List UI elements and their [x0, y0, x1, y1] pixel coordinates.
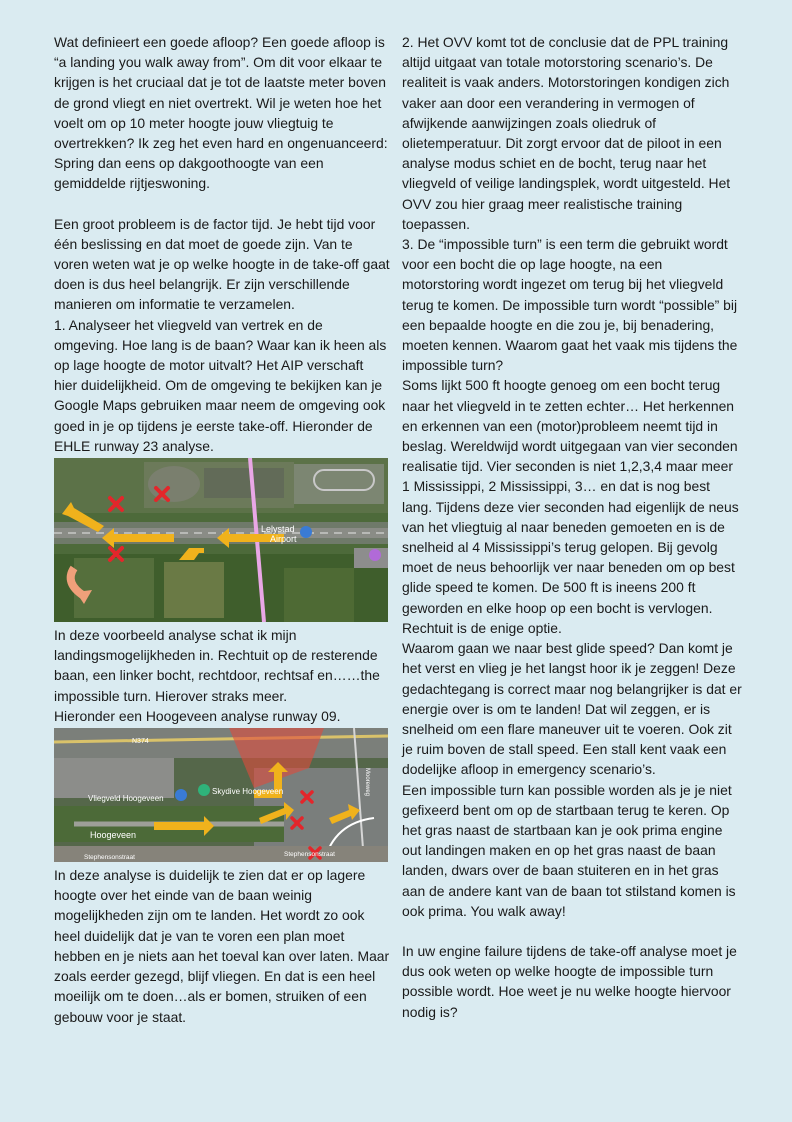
paragraph: Wat definieert een goede afloop? Een goede afloop is “a landing you walk away from”. Om dit voor elkaar te krijgen is het cruciaal dat je tot de laatste meter boven de grond vliegt en niet overtrekt. Wil je weten hoe het voelt om op 10 meter hoogte jouw vliegtuig te overtrekken? Ik zeg het even hard en ongenuanceerd: Spring dan eens op dakgoothoogte van een gemiddelde rijtjeswoning. — [54, 34, 388, 192]
street-label: Stephensonstraat — [284, 851, 335, 859]
paragraph: In uw engine failure tijdens de take-off analyse moet je dus ook weten op welke hoogte de impossible turn possible wordt. Hoe weet je nu welke hoogte hiervoor nodig is? — [402, 942, 737, 1020]
paragraph: 2. Het OVV komt tot de conclusie dat de PPL training altijd uitgaat van totale motorstoring scenario’s. De realiteit is vaak anders. Motorstoringen kondigen zich vaker aan door een verandering in vermogen of afwijkende aanwijzingen zoals oliedruk of olietemperatuur. Dit zorgt ervoor dat de piloot in een analyse modus schiet en de bocht, terug naar het vliegveld of veilige landingsplek, wordt uitgesteld. Het OVV zou hier graag meer realistische training toepassen. — [402, 34, 731, 232]
map-ehle-runway-23 — [54, 458, 388, 622]
street-label: Stephensonstraat — [84, 854, 135, 862]
side-road-label: Mooreweg — [364, 768, 370, 797]
paragraph: Een impossible turn kan possible worden als je je niet gefixeerd bent om op de startbaan terug te keren. Op het gras naast de startbaan kan je ook prima engine out landingen maken en op het gras naast de baan landen, dwars over de baan stuiteren en in het gras aan de andere kant van de baan tot stilstand komen is ook prima. You walk away! — [402, 781, 736, 919]
paragraph: 3. De “impossible turn” is een term die gebruikt wordt voor een bocht die op lage hoogte, na een motorstoring wordt ingezet om terug bij het vliegveld terug te komen. De impossible turn wordt “possible” bij een bepaalde hoogte en die zou je, bij benadering, moeten kennen. Waarom gaat het vaak mis tijdens the impossible turn? — [402, 236, 738, 374]
paragraph: In deze analyse is duidelijk te zien dat er op lagere hoogte over het einde van de baan weinig mogelijkheden zijn om te landen. Het wordt zo ook heel duidelijk dat je van te voren een plan moet hebben en je niets aan het toeval kan over laten. Maar zoals eerder gezegd, blijf vliegen. En dat is een heel moeilijk om te doen…als er bomen, struiken of een gebouw voor je staat. — [54, 867, 390, 1025]
paragraph: Waarom gaan we naar best glide speed? Dan komt je het verst en vlieg je het langst hoor ik je zeggen! Deze gedachtegang is correct maar nog belangrijker is dat er energie over is om te landen! Dat wil zeggen, er is snelheid om een flare maneuver uit te voeren. Ook zit je ruim boven de stall speed. Een stall kent vaak een dodelijke afloop in emergency scenario’s. — [402, 640, 742, 778]
map-label: Airport — [270, 534, 297, 545]
map-hoogeveen-runway-09 — [54, 728, 388, 862]
paragraph: Hieronder een Hoogeveen analyse runway 09. — [54, 707, 341, 724]
paragraph: Een groot probleem is de factor tijd. Je hebt tijd voor één beslissing en dat moet de goede zijn. Van te voren weten wat je op welke hoogte in de take-off gaat doen is dus heel belangrijk. Er zijn verschillende manieren om informatie te verzamelen. — [54, 215, 390, 313]
paragraph: Soms lijkt 500 ft hoogte genoeg om een bocht terug naar het vliegveld in te zetten echter… Het herkennen en erkennen van een (motor)probleem neemt tijd in beslag. Wereldwijd wordt uitgegaan van vier seconden realisatie tijd. Vier seconden is niet 1,2,3,4 maar meer 1 Mississippi, 2 Mississippi, 3… en dat is nog best lang. Tijdens deze vier seconden had eigenlijk de neus van het vliegtuig al naar beneden gemoeten en is de snelheid al 4 Mississippi’s terug gelopen. Bij gevolg moet de neus behoorlijk ver naar beneden om op best glide speed te komen. De 500 ft is ineens 200 ft geworden en elke hoop op een bocht is vervlogen. Rechtuit is de enige optie. — [402, 377, 739, 636]
paragraph: In deze voorbeeld analyse schat ik mijn landingsmogelijkheden in. Rechtuit op de resterende baan, een linker bocht, rechtdoor, rechtsaf en……the impossible turn. Hierover straks meer. — [54, 627, 380, 704]
right-column — [402, 32, 742, 1022]
skydive-label: Skydive Hoogeveen — [212, 787, 284, 797]
paragraph: 1. Analyseer het vliegveld van vertrek en de omgeving. Hoe lang is de baan? Waar kan ik heen als op lage hoogte de motor uitvalt? Het AIP verschaft hier duidelijkheid. Om de omgeving te bekijken kan je Google Maps gebruiken maar neem de omgeving ook goed in je op tijdens je eerste take-off. Hieronder de EHLE runway 23 analyse. — [54, 316, 387, 454]
field-label: Vliegveld Hoogeveen — [88, 794, 164, 804]
road-label: N374 — [132, 738, 149, 746]
map-label: Lelystad — [261, 524, 295, 535]
town-label: Hoogeveen — [90, 830, 137, 841]
left-column — [54, 32, 390, 1027]
